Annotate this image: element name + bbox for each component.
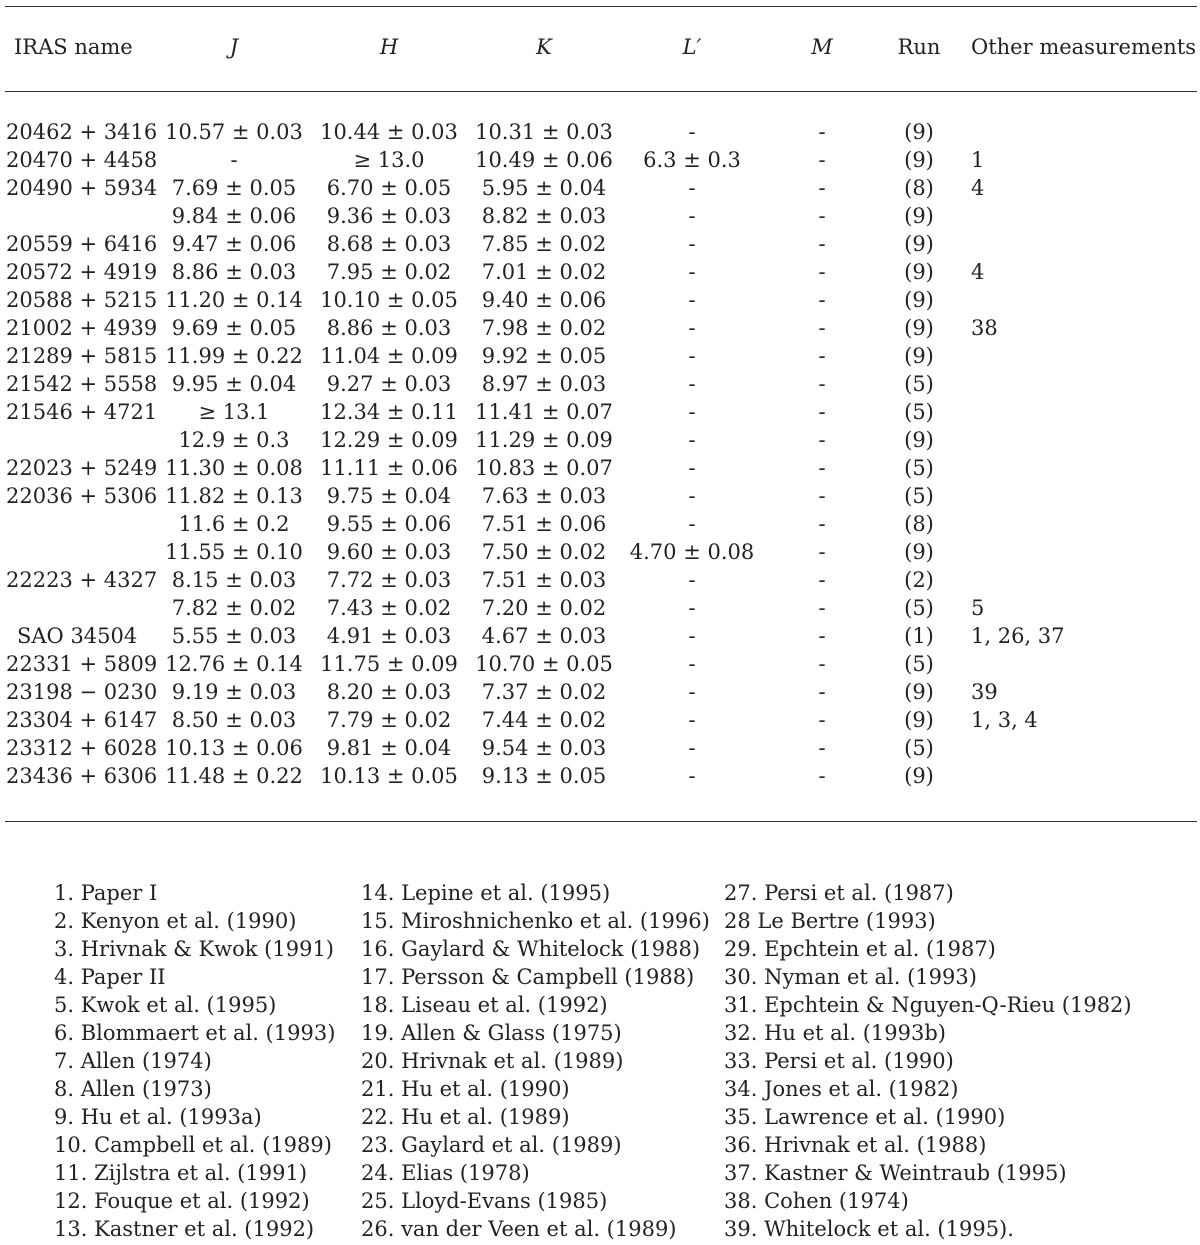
cell-K: 7.63 ± 0.03 (481, 484, 607, 508)
cell-H: 11.75 ± 0.09 (320, 652, 458, 676)
cell-run: (5) (904, 372, 934, 396)
cell-M: - (818, 400, 826, 424)
cell-K: 7.50 ± 0.02 (481, 540, 607, 564)
cell-J: 9.19 ± 0.03 (171, 680, 297, 704)
cell-run: (9) (904, 428, 934, 452)
cell-H: 12.29 ± 0.09 (320, 428, 458, 452)
cell-M: - (818, 148, 826, 172)
cell-K: 7.98 ± 0.02 (481, 316, 607, 340)
cell-L: - (688, 456, 696, 480)
reference-item: 15. Miroshnichenko et al. (1996) (361, 909, 710, 933)
cell-run: (9) (904, 260, 934, 284)
header-iras-name: IRAS name (14, 35, 133, 59)
header-m: M (811, 35, 833, 59)
cell-J: 12.9 ± 0.3 (178, 428, 290, 452)
reference-item: 39. Whitelock et al. (1995). (724, 1217, 1014, 1241)
cell-run: (8) (904, 512, 934, 536)
reference-item: 11. Zijlstra et al. (1991) (54, 1161, 308, 1185)
cell-M: - (818, 176, 826, 200)
cell-name: 21289 + 5815 (6, 344, 158, 368)
cell-run: (9) (904, 148, 934, 172)
cell-M: - (818, 344, 826, 368)
reference-item: 27. Persi et al. (1987) (724, 881, 954, 905)
cell-K: 10.31 ± 0.03 (475, 120, 613, 144)
cell-M: - (818, 456, 826, 480)
reference-item: 16. Gaylard & Whitelock (1988) (361, 937, 701, 961)
cell-M: - (818, 288, 826, 312)
reference-item: 20. Hrivnak et al. (1989) (361, 1049, 624, 1073)
cell-J: 11.48 ± 0.22 (165, 764, 303, 788)
cell-run: (5) (904, 400, 934, 424)
cell-K: 5.95 ± 0.04 (481, 176, 607, 200)
cell-M: - (818, 512, 826, 536)
cell-H: 9.27 ± 0.03 (326, 372, 452, 396)
cell-J: 8.15 ± 0.03 (171, 568, 297, 592)
reference-item: 22. Hu et al. (1989) (361, 1105, 570, 1129)
cell-run: (9) (904, 540, 934, 564)
cell-J: 11.55 ± 0.10 (165, 540, 303, 564)
cell-other: 39 (971, 680, 998, 704)
cell-L: - (688, 372, 696, 396)
cell-J: 11.99 ± 0.22 (165, 344, 303, 368)
table-top-rule (5, 6, 1197, 7)
reference-item: 17. Persson & Campbell (1988) (361, 965, 695, 989)
cell-run: (9) (904, 232, 934, 256)
reference-item: 29. Epchtein et al. (1987) (724, 937, 996, 961)
cell-J: 8.50 ± 0.03 (171, 708, 297, 732)
reference-item: 30. Nyman et al. (1993) (724, 965, 977, 989)
cell-name: 20588 + 5215 (6, 288, 158, 312)
cell-K: 7.51 ± 0.03 (481, 568, 607, 592)
cell-K: 11.29 ± 0.09 (475, 428, 613, 452)
cell-J: 11.30 ± 0.08 (165, 456, 303, 480)
reference-item: 32. Hu et al. (1993b) (724, 1021, 946, 1045)
cell-L: - (688, 736, 696, 760)
cell-name: 20490 + 5934 (6, 176, 158, 200)
header-rule (5, 91, 1197, 92)
cell-name: 22036 + 5306 (6, 484, 158, 508)
cell-L: - (688, 624, 696, 648)
cell-H: 9.75 ± 0.04 (326, 484, 452, 508)
cell-M: - (818, 652, 826, 676)
cell-run: (1) (904, 624, 934, 648)
cell-M: - (818, 232, 826, 256)
cell-L: - (688, 288, 696, 312)
cell-H: 7.79 ± 0.02 (326, 708, 452, 732)
cell-name: 23436 + 6306 (6, 764, 158, 788)
cell-H: 7.95 ± 0.02 (326, 260, 452, 284)
cell-K: 10.83 ± 0.07 (475, 456, 613, 480)
cell-run: (9) (904, 708, 934, 732)
reference-item: 24. Elias (1978) (361, 1161, 530, 1185)
cell-other: 38 (971, 316, 998, 340)
reference-item: 10. Campbell et al. (1989) (54, 1133, 332, 1157)
cell-J: 8.86 ± 0.03 (171, 260, 297, 284)
cell-name: 22331 + 5809 (6, 652, 158, 676)
reference-item: 9. Hu et al. (1993a) (54, 1105, 262, 1129)
cell-K: 7.37 ± 0.02 (481, 680, 607, 704)
cell-H: 7.72 ± 0.03 (326, 568, 452, 592)
cell-M: - (818, 596, 826, 620)
header-k: K (536, 35, 552, 59)
reference-item: 13. Kastner et al. (1992) (54, 1217, 315, 1241)
cell-name: 22223 + 4327 (6, 568, 158, 592)
cell-L: - (688, 428, 696, 452)
cell-L: - (688, 120, 696, 144)
cell-H: 8.68 ± 0.03 (326, 232, 452, 256)
cell-J: 5.55 ± 0.03 (171, 624, 297, 648)
cell-M: - (818, 624, 826, 648)
cell-K: 7.20 ± 0.02 (481, 596, 607, 620)
cell-H: 9.36 ± 0.03 (326, 204, 452, 228)
cell-J: 11.6 ± 0.2 (178, 512, 290, 536)
reference-item: 21. Hu et al. (1990) (361, 1077, 570, 1101)
reference-item: 35. Lawrence et al. (1990) (724, 1105, 1006, 1129)
header-run: Run (897, 35, 941, 59)
reference-item: 19. Allen & Glass (1975) (361, 1021, 622, 1045)
cell-K: 7.01 ± 0.02 (481, 260, 607, 284)
reference-item: 14. Lepine et al. (1995) (361, 881, 611, 905)
cell-H: ≥ 13.0 (353, 148, 425, 172)
cell-K: 9.54 ± 0.03 (481, 736, 607, 760)
cell-name: 23198 − 0230 (6, 680, 158, 704)
cell-L: - (688, 764, 696, 788)
reference-item: 23. Gaylard et al. (1989) (361, 1133, 622, 1157)
cell-run: (9) (904, 764, 934, 788)
cell-run: (5) (904, 736, 934, 760)
cell-run: (8) (904, 176, 934, 200)
cell-name: 20572 + 4919 (6, 260, 158, 284)
cell-run: (9) (904, 344, 934, 368)
reference-item: 18. Liseau et al. (1992) (361, 993, 608, 1017)
cell-run: (5) (904, 484, 934, 508)
cell-H: 6.70 ± 0.05 (326, 176, 452, 200)
cell-M: - (818, 372, 826, 396)
cell-L: - (688, 316, 696, 340)
cell-J: - (230, 148, 238, 172)
cell-H: 4.91 ± 0.03 (326, 624, 452, 648)
cell-K: 11.41 ± 0.07 (475, 400, 613, 424)
cell-J: 9.95 ± 0.04 (171, 372, 297, 396)
cell-J: 12.76 ± 0.14 (165, 652, 303, 676)
cell-J: ≥ 13.1 (198, 400, 270, 424)
cell-J: 9.69 ± 0.05 (171, 316, 297, 340)
cell-L: 6.3 ± 0.3 (643, 148, 741, 172)
cell-H: 11.04 ± 0.09 (320, 344, 458, 368)
cell-M: - (818, 708, 826, 732)
cell-other: 5 (971, 596, 985, 620)
cell-run: (9) (904, 316, 934, 340)
reference-item: 1. Paper I (54, 881, 158, 905)
cell-other: 1, 3, 4 (971, 708, 1038, 732)
cell-M: - (818, 428, 826, 452)
cell-other: 4 (971, 176, 985, 200)
cell-L: - (688, 204, 696, 228)
cell-L: - (688, 176, 696, 200)
reference-item: 6. Blommaert et al. (1993) (54, 1021, 336, 1045)
cell-M: - (818, 260, 826, 284)
cell-L: - (688, 708, 696, 732)
cell-L: - (688, 344, 696, 368)
cell-K: 7.44 ± 0.02 (481, 708, 607, 732)
cell-H: 9.55 ± 0.06 (326, 512, 452, 536)
cell-other: 4 (971, 260, 985, 284)
reference-item: 8. Allen (1973) (54, 1077, 212, 1101)
header-j: J (229, 35, 239, 59)
cell-J: 11.20 ± 0.14 (165, 288, 303, 312)
cell-K: 9.40 ± 0.06 (481, 288, 607, 312)
cell-name: 20462 + 3416 (6, 120, 158, 144)
cell-L: 4.70 ± 0.08 (629, 540, 755, 564)
cell-run: (2) (904, 568, 934, 592)
reference-item: 12. Fouque et al. (1992) (54, 1189, 310, 1213)
cell-J: 9.47 ± 0.06 (171, 232, 297, 256)
reference-item: 31. Epchtein & Nguyen-Q-Rieu (1982) (724, 993, 1132, 1017)
cell-M: - (818, 484, 826, 508)
reference-item: 4. Paper II (54, 965, 166, 989)
reference-item: 36. Hrivnak et al. (1988) (724, 1133, 987, 1157)
header-other-measurements: Other measurements (971, 35, 1197, 59)
cell-name: 23312 + 6028 (6, 736, 158, 760)
cell-name: 20470 + 4458 (6, 148, 158, 172)
cell-run: (5) (904, 456, 934, 480)
cell-M: - (818, 568, 826, 592)
cell-M: - (818, 680, 826, 704)
cell-K: 7.85 ± 0.02 (481, 232, 607, 256)
cell-name: 20559 + 6416 (6, 232, 158, 256)
cell-L: - (688, 232, 696, 256)
reference-item: 26. van der Veen et al. (1989) (361, 1217, 677, 1241)
cell-L: - (688, 652, 696, 676)
cell-H: 9.60 ± 0.03 (326, 540, 452, 564)
cell-K: 8.97 ± 0.03 (481, 372, 607, 396)
cell-H: 8.86 ± 0.03 (326, 316, 452, 340)
cell-M: - (818, 204, 826, 228)
cell-H: 12.34 ± 0.11 (320, 400, 458, 424)
cell-run: (5) (904, 652, 934, 676)
cell-other: 1 (971, 148, 985, 172)
cell-K: 10.70 ± 0.05 (475, 652, 613, 676)
cell-H: 11.11 ± 0.06 (320, 456, 458, 480)
cell-run: (9) (904, 288, 934, 312)
cell-M: - (818, 540, 826, 564)
cell-name: 22023 + 5249 (6, 456, 158, 480)
cell-K: 9.92 ± 0.05 (481, 344, 607, 368)
cell-L: - (688, 260, 696, 284)
cell-H: 7.43 ± 0.02 (326, 596, 452, 620)
cell-H: 9.81 ± 0.04 (326, 736, 452, 760)
cell-L: - (688, 512, 696, 536)
cell-J: 9.84 ± 0.06 (171, 204, 297, 228)
header-h: H (379, 35, 399, 59)
cell-H: 10.44 ± 0.03 (320, 120, 458, 144)
reference-item: 5. Kwok et al. (1995) (54, 993, 277, 1017)
cell-M: - (818, 736, 826, 760)
reference-item: 25. Lloyd-Evans (1985) (361, 1189, 608, 1213)
table-bottom-rule (5, 821, 1197, 822)
cell-K: 9.13 ± 0.05 (481, 764, 607, 788)
cell-K: 8.82 ± 0.03 (481, 204, 607, 228)
cell-H: 8.20 ± 0.03 (326, 680, 452, 704)
cell-L: - (688, 484, 696, 508)
cell-run: (9) (904, 680, 934, 704)
cell-M: - (818, 764, 826, 788)
cell-K: 7.51 ± 0.06 (481, 512, 607, 536)
cell-run: (9) (904, 120, 934, 144)
cell-J: 10.57 ± 0.03 (165, 120, 303, 144)
reference-item: 7. Allen (1974) (54, 1049, 212, 1073)
cell-name: 21546 + 4721 (6, 400, 158, 424)
cell-run: (9) (904, 204, 934, 228)
reference-item: 34. Jones et al. (1982) (724, 1077, 959, 1101)
cell-L: - (688, 568, 696, 592)
cell-L: - (688, 680, 696, 704)
cell-L: - (688, 400, 696, 424)
cell-J: 7.82 ± 0.02 (171, 596, 297, 620)
cell-K: 10.49 ± 0.06 (475, 148, 613, 172)
cell-H: 10.13 ± 0.05 (320, 764, 458, 788)
cell-M: - (818, 120, 826, 144)
cell-name: 21542 + 5558 (6, 372, 158, 396)
cell-K: 4.67 ± 0.03 (481, 624, 607, 648)
cell-name: 21002 + 4939 (6, 316, 158, 340)
cell-L: - (688, 596, 696, 620)
cell-M: - (818, 316, 826, 340)
reference-item: 38. Cohen (1974) (724, 1189, 909, 1213)
reference-item: 37. Kastner & Weintraub (1995) (724, 1161, 1067, 1185)
cell-name: SAO 34504 (17, 624, 138, 648)
reference-item: 2. Kenyon et al. (1990) (54, 909, 297, 933)
cell-J: 11.82 ± 0.13 (165, 484, 303, 508)
cell-run: (5) (904, 596, 934, 620)
cell-H: 10.10 ± 0.05 (320, 288, 458, 312)
cell-J: 10.13 ± 0.06 (165, 736, 303, 760)
header-l-prime: L′ (682, 35, 702, 59)
reference-item: 33. Persi et al. (1990) (724, 1049, 954, 1073)
reference-item: 3. Hrivnak & Kwok (1991) (54, 937, 334, 961)
reference-item: 28 Le Bertre (1993) (724, 909, 936, 933)
cell-other: 1, 26, 37 (971, 624, 1065, 648)
cell-name: 23304 + 6147 (6, 708, 158, 732)
cell-J: 7.69 ± 0.05 (171, 176, 297, 200)
